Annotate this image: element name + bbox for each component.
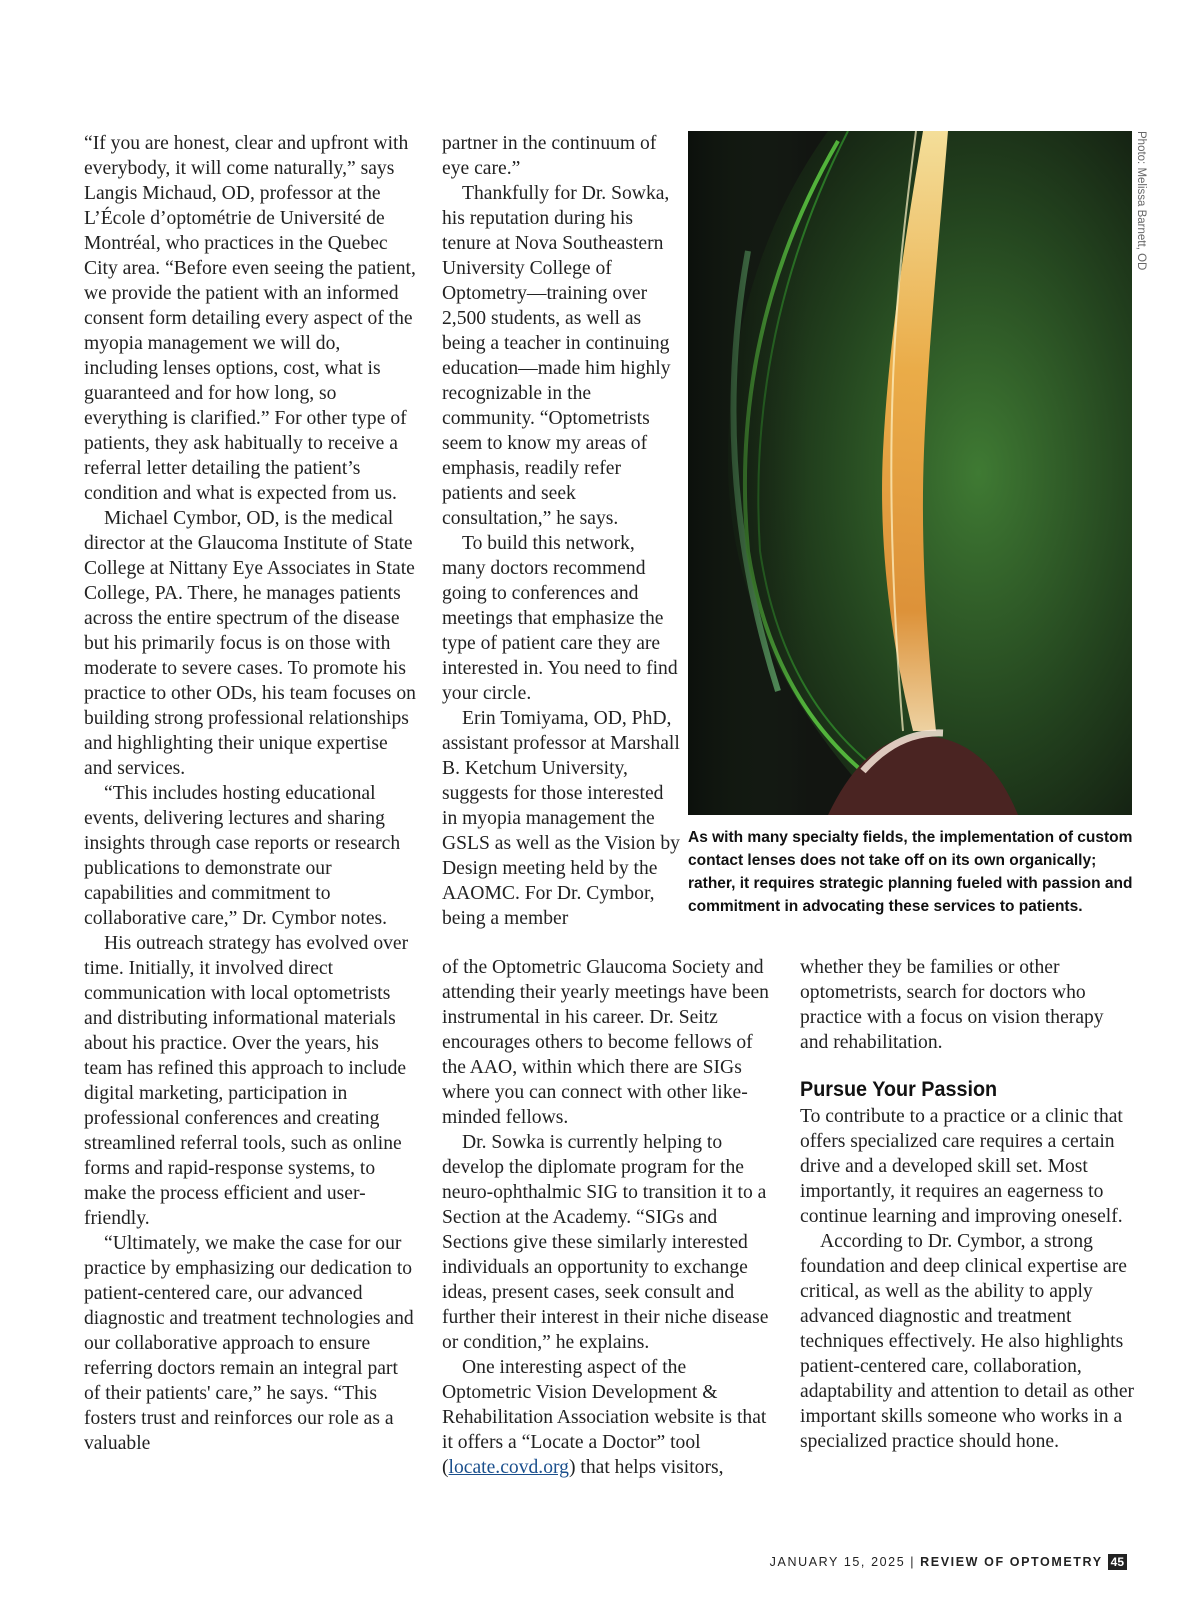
paragraph: Dr. Sowka is currently helping to develop the diplomate program for the neuro-ophthalmic SIG to transition it to a Section at the Academy. “SIGs and Sections give these similarly interested individuals an opportunity to exchange ideas, present cases, seek consult and further their interest in their niche disease or condition,” he explains. bbox=[442, 1132, 769, 1353]
paragraph: According to Dr. Cymbor, a strong foundation and deep clinical expertise are critical, as well as the ability to apply advanced diagnostic and treatment techniques effectively. He also highlights patient-centered care, collaboration, adaptability and attention to detail as other important skills someone who works in a specialized practice should hone. bbox=[800, 1231, 1135, 1452]
paragraph: whether they be families or other optometrists, search for doctors who practice with a focus on vision therapy and rehabilitation. bbox=[800, 957, 1104, 1053]
paragraph: “Ultimately, we make the case for our practice by emphasizing our dedication to patient-centered care, our advanced diagnostic and treatment technologies and our collaborative approach to ensure referring doctors remain an integral part of their patients' care,” he says. “This fosters trust and reinforces our role as a valuable bbox=[84, 1233, 414, 1454]
page-number: 45 bbox=[1108, 1554, 1127, 1570]
paragraph-text: One interesting aspect of the Optometric Vision Development & Rehabilitation Association website is that it offers a “Locate a Doctor” tool ( bbox=[442, 1357, 767, 1478]
paragraph: His outreach strategy has evolved over time. Initially, it involved direct communication with local optometrists and distributing informational materials about his practice. Over the years, his team has refined this approach to include digital marketing, participation in professional conferences and creating streamlined referral tools, such as online forms and rapid-response systems, to make the process efficient and user-friendly. bbox=[84, 933, 409, 1229]
paragraph: of the Optometric Glaucoma Society and attending their yearly meetings have been instrumental in his career. Dr. Seitz encourages others to become fellows of the AAO, within which there are SIGs where you can connect with other like-minded fellows. bbox=[442, 957, 769, 1128]
paragraph: Erin Tomiyama, OD, PhD, assistant professor at Marshall B. Ketchum University, suggests for those interested in myopia management the GSLS as well as the Vision by Design meeting held by the AAOMC. For Dr. Cymbor, being a member bbox=[442, 708, 680, 929]
paragraph: partner in the continuum of eye care.” bbox=[442, 133, 657, 179]
article-column-2-top bbox=[442, 131, 682, 931]
paragraph: Michael Cymbor, OD, is the medical director at the Glaucoma Institute of State College at Nittany Eye Associates in State College, PA. There, he manages patients across the entire spectrum of the disease but his primarily focus is on those with moderate to severe cases. To promote his practice to other ODs, his team focuses on building strong professional relationships and highlighting their unique expertise and services. bbox=[84, 508, 416, 779]
paragraph: “This includes hosting educational events, delivering lectures and sharing insights through case reports or research publications to demonstrate our capabilities and commitment to collaborative care,” Dr. Cymbor notes. bbox=[84, 783, 401, 929]
photo-credit bbox=[1133, 131, 1151, 381]
contact-lens-fluorescein-image bbox=[688, 131, 1132, 815]
paragraph-text: ) that helps visitors, bbox=[568, 1457, 724, 1478]
slit-lamp-photo bbox=[688, 131, 1132, 815]
issue-date: JANUARY 15, 2025 bbox=[769, 1555, 906, 1569]
paragraph: Thankfully for Dr. Sowka, his reputation during his tenure at Nova Southeastern University College of Optometry—training over 2,500 students, as well as being a teacher in continuing education—made him highly recognizable in the community. “Optometrists seem to know my areas of emphasis, readily refer patients and seek consultation,” he says. bbox=[442, 183, 671, 529]
photo-credit-text: Photo: Melissa Barnett, OD bbox=[1135, 131, 1147, 271]
paragraph: “If you are honest, clear and upfront with everybody, it will come naturally,” says Langis Michaud, OD, professor at the L’École d’optométrie de Université de Montréal, who practices in the Quebec City area. “Before even seeing the patient, we provide the patient with an informed consent form detailing every aspect of the myopia management we will do, including lenses options, cost, what is guaranteed and for how long, so everything is clarified.” For other type of patients, they ask habitually to receive a referral letter detailing the patient’s condition and what is expected from us. bbox=[84, 133, 416, 504]
page-footer bbox=[770, 1554, 1127, 1570]
photo-caption: As with many specialty fields, the implementation of custom contact lenses does not take off on its own organically; rather, it requires strategic planning fueled with passion and commitment in advocating these services to patients. bbox=[688, 829, 1133, 915]
paragraph: To contribute to a practice or a clinic that offers specialized care requires a certain drive and a developed skill set. Most importantly, it requires an eagerness to continue learning and improving oneself. bbox=[800, 1106, 1123, 1227]
publication-name: REVIEW OF OPTOMETRY bbox=[920, 1555, 1103, 1569]
locate-doctor-link[interactable]: locate.covd.org bbox=[448, 1457, 569, 1478]
paragraph: To build this network, many doctors recommend going to conferences and meetings that emphasize the type of patient care they are interested in. You need to find your circle. bbox=[442, 533, 678, 704]
article-column-3 bbox=[800, 955, 1135, 1454]
section-heading: Pursue Your Passion bbox=[800, 1077, 998, 1101]
footer-separator: | bbox=[910, 1555, 916, 1569]
article-column-1 bbox=[84, 131, 416, 1456]
paragraph bbox=[442, 1355, 777, 1480]
article-column-2-bottom bbox=[442, 955, 777, 1480]
